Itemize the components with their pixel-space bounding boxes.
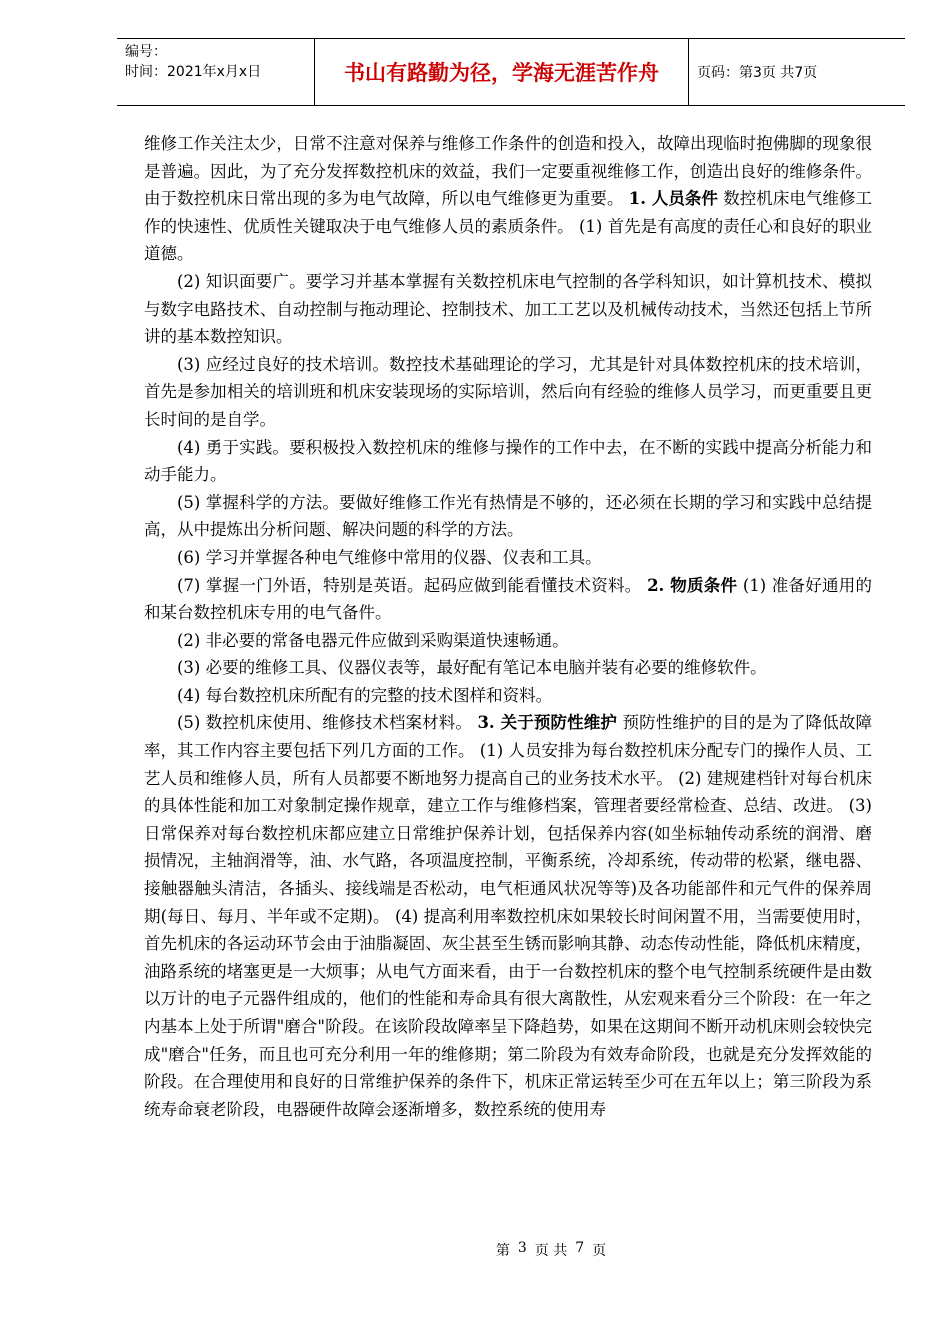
section-heading-personnel: 1. 人员条件 [628, 189, 718, 209]
header-motto: 书山有路勤为径，学海无涯苦作舟 [315, 39, 689, 105]
doc-number-label: 编号： [125, 44, 167, 60]
section-heading-preventive: 3. 关于预防性维护 [477, 713, 618, 733]
paragraph: (7) 掌握一门外语，特别是英语。起码应做到能看懂技术资料。 2. 物质条件 (1) 准备好通用的和某台数控机床专用的电气备件。 [144, 575, 872, 623]
document-body [144, 130, 872, 1123]
page-header [117, 38, 905, 106]
paragraph: (3) 必要的维修工具、仪器仪表等，最好配有笔记本电脑并装有必要的维修软件。 [177, 658, 767, 678]
paragraph: (6) 学习并掌握各种电气维修中常用的仪器、仪表和工具。 [177, 547, 602, 567]
paragraph: (5) 掌握科学的方法。要做好维修工作光有热情是不够的，还必须在长期的学习和实践中总结提高，从中提炼出分析问题、解决问题的科学的方法。 [144, 492, 872, 540]
paragraph: (5) 数控机床使用、维修技术档案材料。 3. 关于预防性维护 预防性维护的目的是为了降低故障率，其工作内容主要包括下列几方面的工作。 (1) 人员安排为每台数控机床分配专门的操作人员、工艺人员和维修人员，所有人员都要不断地努力提高自己的业务技术水平。 (2) 建规建档针对每台机床的具体性能和加工对象制定操作规章，建立工作与维修档案，管理者要经常检查、总结、改进。 (3) 日常保养对每台数控机床都应建立日常维护保养计划，包括保养内容(如坐标轴传动系统的润滑、磨损情况，主轴润滑等，油、水气路，各项温度控制，平衡系统，冷却系统，传动带的松紧，继电器、接触器触头清洁，各插头、接线端是否松动，电气柜通风状况等等)及各功能部件和元气件的保养周期(每日、每月、半年或不定期)。 (4) 提高利用率数控机床如果较长时间闲置不用，当需要使用时，首先机床的各运动环节会由于油脂凝固、灰尘甚至生锈而影响其静、动态传动性能，降低机床精度，油路系统的堵塞更是一大烦事；从电气方面来看，由于一台数控机床的整个电气控制系统硬件是由数以万计的电子元器件组成的，他们的性能和寿命具有很大离散性，从宏观来看分三个阶段：在一年之内基本上处于所谓"磨合"阶段。在该阶段故障率呈下降趋势，如果在这期间不断开动机床则会较快完成"磨合"任务，而且也可充分利用一年的维修期；第二阶段为有效寿命阶段，也就是充分发挥效能的阶段。在合理使用和良好的日常维护保养的条件下，机床正常运转至少可在五年以上；第三阶段为系统寿命衰老阶段，电器硬件故障会逐渐增多，数控系统的使用寿 [144, 713, 872, 1119]
page-footer: 第 3 页 共 7 页 [495, 1240, 607, 1259]
paragraph: (2) 非必要的常备电器元件应做到采购渠道快速畅通。 [177, 630, 569, 650]
doc-time-label: 时间：2021年x月x日 [125, 64, 262, 80]
paragraph: (3) 应经过良好的技术培训。数控技术基础理论的学习，尤其是针对具体数控机床的技术培训，首先是参加相关的培训班和机床安装现场的实际培训，然后向有经验的维修人员学习，而更重要且更长时间的是自学。 [144, 354, 872, 429]
paragraph: (2) 知识面要广。要学习并基本掌握有关数控机床电气控制的各学科知识，如计算机技术、模拟与数字电路技术、自动控制与拖动理论、控制技术、加工工艺以及机械传动技术，当然还包括上节所讲的基本数控知识。 [144, 271, 872, 347]
header-page-info: 页码：第3页 共7页 [697, 65, 818, 81]
paragraph: (4) 每台数控机床所配有的完整的技术图样和资料。 [177, 685, 553, 705]
paragraph: (4) 勇于实践。要积极投入数控机床的维修与操作的工作中去，在不断的实践中提高分析能力和动手能力。 [144, 437, 872, 485]
current-page-number: 3 [517, 1240, 527, 1256]
total-page-number: 7 [575, 1240, 585, 1256]
paragraph: 维修工作关注太少，日常不注意对保养与维修工作条件的创造和投入，故障出现临时抱佛脚的现象很是普遍。因此，为了充分发挥数控机床的效益，我们一定要重视维修工作，创造出良好的维修条件。由于数控机床日常出现的多为电气故障，所以电气维修更为重要。 1. 人员条件 数控机床电气维修工作的快速性、优质性关键取决于电气维修人员的素质条件。 (1) 首先是有高度的责任心和良好的职业道德。 [144, 134, 872, 264]
section-heading-material: 2. 物质条件 [647, 575, 738, 595]
header-meta [117, 39, 315, 105]
